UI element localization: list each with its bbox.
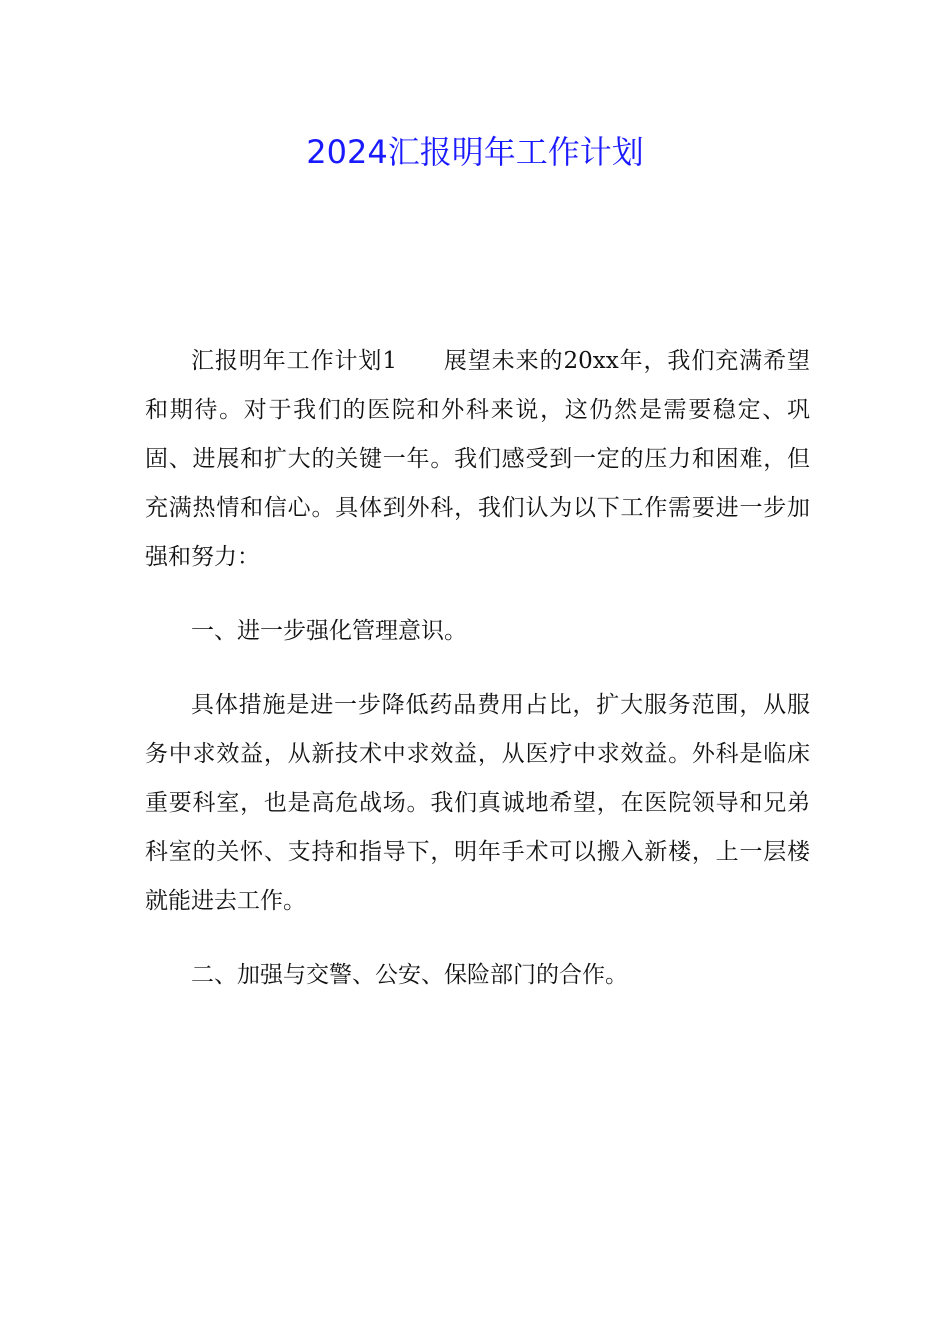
section-heading: 汇报明年工作计划1 [191,348,397,374]
document-title: 2024汇报明年工作计划 [306,133,644,171]
paragraph-text: 展望未来的20xx年，我们充满希望和期待。对于我们的医院和外科来说，这仍然是需要稳定、巩固、进展和扩大的关键一年。我们感受到一定的压力和困难，但充满热情和信心。具体到外科，我们认为以下工作需要进一步加强和努力： [145,348,810,570]
paragraph: 二、加强与交警、公安、保险部门的合作。 [191,962,628,988]
paragraph: 具体措施是进一步降低药品费用占比，扩大服务范围，从服务中求效益，从新技术中求效益，从医疗中求效益。外科是临床重要科室，也是高危战场。我们真诚地希望，在医院领导和兄弟科室的关怀、支持和指导下，明年手术可以搬入新楼，上一层楼就能进去工作。 [145,692,810,914]
document-body [145,337,810,1025]
paragraph: 一、进一步强化管理意识。 [191,618,467,644]
paragraph-intro [145,337,810,582]
